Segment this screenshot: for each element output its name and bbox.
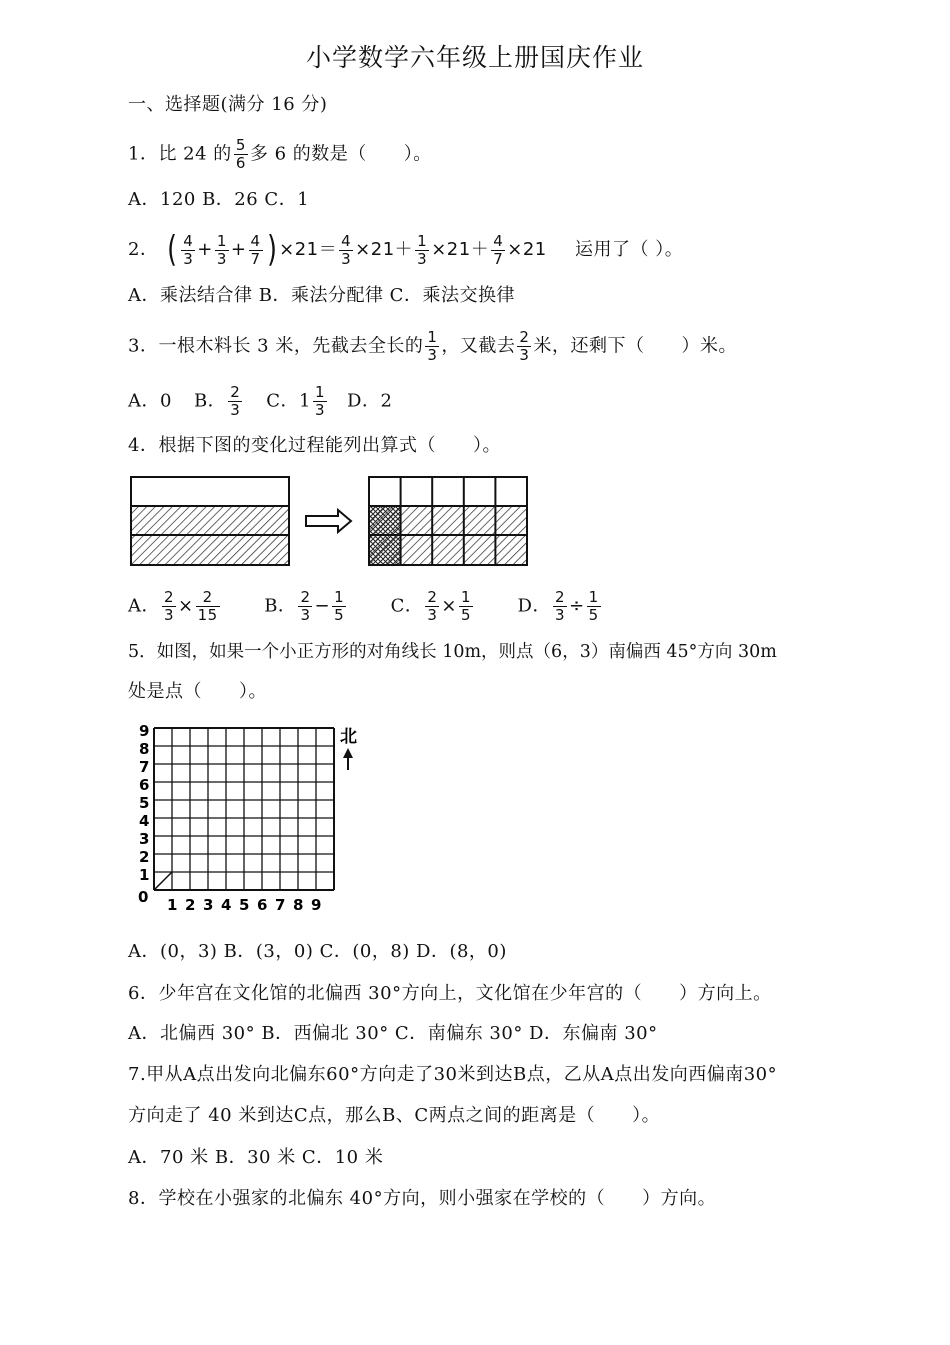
question-1-options: A．120 B．26 C．1 [128, 189, 310, 210]
grid-y-label: 2 [139, 848, 150, 866]
question-5-line2: 处是点（ ）。 [128, 681, 267, 702]
question-7-line2: 方向走了 40 米到达C点，那么B、C两点之间的距离是（ ）。 [128, 1105, 661, 1126]
grid-y-label: 7 [139, 758, 150, 776]
question-5-options: A．(0，3) B．(3，0) C．(0，8) D．(8，0) [128, 941, 507, 962]
grid-x-label: 7 [275, 896, 286, 914]
grid-x-label: 4 [221, 896, 232, 914]
fraction: $\frac{5}{6}$ [235, 136, 246, 172]
grid-y-label: 3 [139, 830, 150, 848]
grid-lines [154, 728, 334, 890]
question-8: 8．学校在小强家的北偏东 40°方向，则小强家在学校的（ ）方向。 [128, 1188, 717, 1209]
grid-y-label: 6 [139, 776, 150, 794]
question-7-options: A．70 米 B．30 米 C．10 米 [128, 1147, 384, 1168]
question-2: 2． ( $\frac{4}{3}$ + $\frac{1}{3}$ + $\frac{4}{7}$ ) ×21＝ $\frac{4}{3}$ ×21＋ $\frac{1}{3}$ ×21＋ $\frac{4}{7}$ ×21 运用了（ ）。 [128, 229, 684, 270]
page-title: 小学数学六年级上册国庆作业 [305, 43, 644, 72]
grid-x-label: 1 [167, 896, 178, 914]
grid-y-label: 9 [139, 722, 150, 740]
question-5-line1: 5．如图，如果一个小正方形的对角线长 10m，则点（6，3）南偏西 45°方向 30m [128, 642, 777, 662]
grid-y-label: 5 [139, 794, 150, 812]
question-3-options: A．0 B． $\frac{2}{3}$ C．1 $\frac{1}{3}$ D．2 [128, 383, 393, 419]
north-label: 北 [340, 727, 357, 747]
question-7-line1: 7.甲从A点出发向北偏东60°方向走了30米到达B点，乙从A点出发向西偏南30° [128, 1064, 778, 1085]
right-rectangle [369, 477, 527, 565]
question-6: 6．少年宫在文化馆的北偏西 30°方向上，文化馆在少年宫的（ ）方向上。 [128, 983, 772, 1004]
grid-y-label: 4 [139, 812, 150, 830]
question-1: 1．比 24 的 $\frac{5}{6}$ 多 6 的数是（ ）。 [128, 136, 432, 172]
grid-y-label: 1 [139, 866, 150, 884]
right-arrow-icon [306, 510, 351, 532]
origin-label: 0 [138, 888, 149, 906]
grid-x-label: 3 [203, 896, 214, 914]
grid-x-label: 9 [311, 896, 322, 914]
math-expression: ( $\frac{4}{3}$ + $\frac{1}{3}$ + $\frac{4}{7}$ ) ×21＝ $\frac{4}{3}$ ×21＋ $\frac{1}{3}$ ×21＋ $\frac{4}{7}$ ×21 [166, 229, 547, 270]
grid-x-label: 8 [293, 896, 304, 914]
left-rectangle [131, 477, 289, 565]
question-3: 3．一根木料长 3 米，先截去全长的 $\frac{1}{3}$ ，又截去 $\frac{2}{3}$ 米，还剩下（ ）米。 [128, 328, 737, 364]
question-6-options: A．北偏西 30° B．西偏北 30° C．南偏东 30° D．东偏南 30° [128, 1023, 658, 1044]
question-2-options: A．乘法结合律 B．乘法分配律 C．乘法交换律 [128, 285, 515, 306]
coordinate-grid [128, 722, 388, 916]
question-4-options: A． $\frac{2}{3}$ × $\frac{2}{15}$ B． $\frac{2}{3}$ − $\frac{1}{5}$ C． $\frac{2}{3}$ × $\frac{1}{5}$ D． $\frac{2}{3}$ ÷ $\frac{1}{5}$ [128, 588, 599, 624]
fraction-area-diagram [128, 474, 532, 566]
grid-x-label: 6 [257, 896, 268, 914]
section-heading: 一、选择题(满分 16 分) [128, 94, 328, 115]
north-arrow-icon [343, 748, 353, 770]
grid-x-label: 5 [239, 896, 250, 914]
question-4: 4．根据下图的变化过程能列出算式（ ）。 [128, 435, 501, 456]
grid-y-label: 8 [139, 740, 150, 758]
grid-x-label: 2 [185, 896, 196, 914]
diagonal-line [154, 872, 172, 890]
